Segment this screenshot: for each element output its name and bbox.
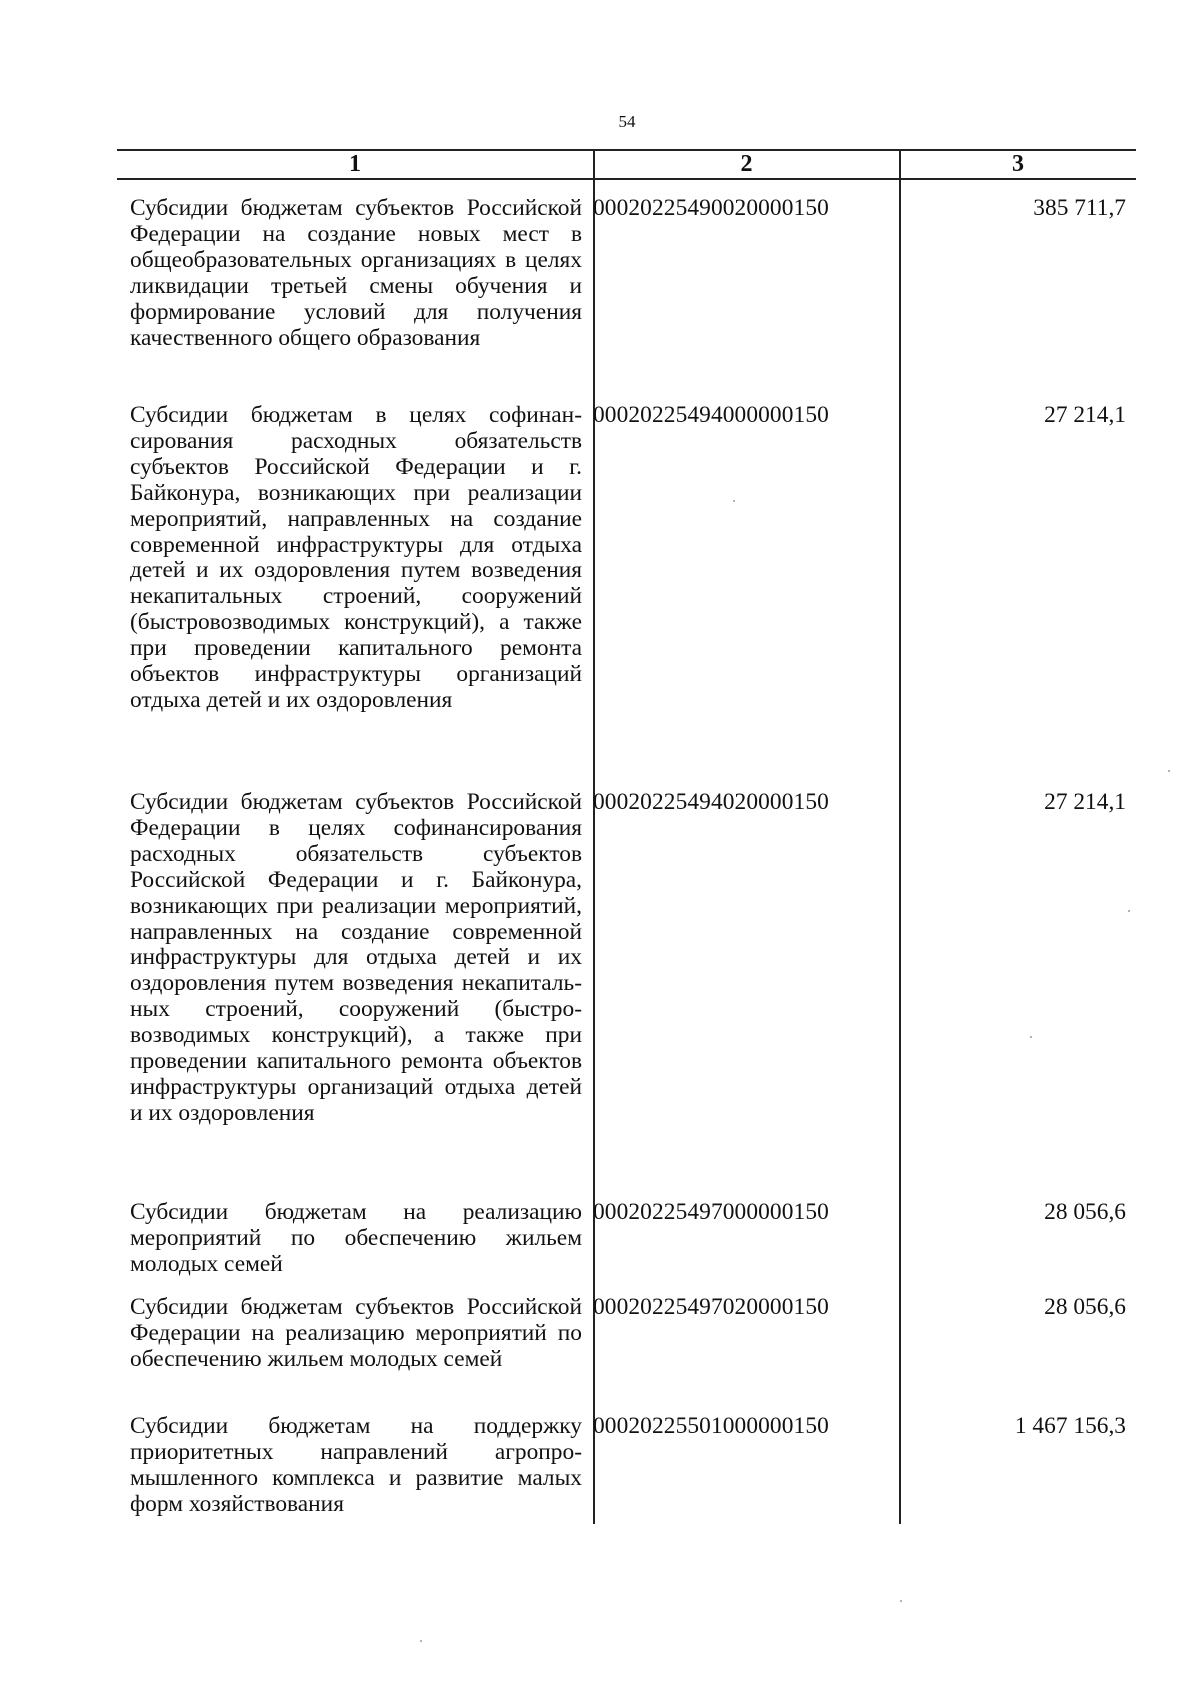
column-header-2: 2 (740, 151, 753, 177)
row-1-amount: 385 711,7 (1033, 195, 1126, 221)
row-6-description: Субсидии бюджетам на поддержку приоритетных направлений агропромышленного комплекса и развитие малых форм хозяйствования (130, 1413, 582, 1517)
row-4-amount: 28 056,6 (1044, 1199, 1126, 1225)
column-header-1: 1 (349, 151, 361, 177)
row-2-amount: 27 214,1 (1044, 402, 1126, 428)
row-6-code: 00020225501000000150 (593, 1413, 829, 1439)
row-3-code: 00020225494020000150 (593, 789, 829, 815)
scan-speck (733, 500, 735, 502)
row-4-code: 00020225497000000150 (593, 1199, 829, 1225)
row-5-code: 00020225497020000150 (593, 1294, 829, 1320)
row-5-description: Субсидии бюджетам субъектов Российской Федерации на реализацию мероприятий по обеспечению жильем молодых семей (130, 1294, 582, 1372)
row-5-amount: 28 056,6 (1044, 1294, 1126, 1320)
row-1-code: 00020225490020000150 (593, 195, 829, 221)
row-3-description: Субсидии бюджетам субъектов Российской Федерации в целях софинансирования расходных обязательств субъектов Российской Федерации и г. Байконура, возникающих при реализации мероприятий, направленных на создание современной инфраструктуры для отдыха детей и их оздоровления путем возведения некапитальных строений, сооружений (быстровозводимых конструкций), а также при проведении капитального ремонта объектов инфраструктуры организаций отдыха детей и их оздоровления (130, 789, 582, 1126)
scan-speck (1030, 1036, 1032, 1038)
page-number: 54 (618, 112, 636, 131)
scan-speck (900, 1600, 902, 1602)
row-3-amount: 27 214,1 (1044, 789, 1126, 815)
column-header-3: 3 (1012, 151, 1024, 177)
row-4-description: Субсидии бюджетам на реализацию мероприятий по обеспечению жильем молодых семей (130, 1199, 582, 1277)
scan-speck (1168, 770, 1170, 772)
row-6-amount: 1 467 156,3 (1014, 1413, 1126, 1439)
row-1-description: Субсидии бюджетам субъектов Российской Федерации на создание новых мест в общеобразовательных организациях в целях ликвидации третьей смены обучения и формирование условий для получения качественного общего образования (130, 195, 582, 351)
scan-speck (420, 1640, 422, 1642)
row-2-description: Субсидии бюджетам в целях софинансирования расходных обязательств субъектов Российской Федерации и г. Байконура, возникающих при реализации мероприятий, направленных на создание современной инфраструктуры для отдыха детей и их оздоровления путем возведения некапитальных строений, сооружений (быстровозводимых конструкций), а также при проведении капитального ремонта объектов инфраструктуры организаций отдыха детей и их оздоровления (130, 402, 582, 713)
row-2-code: 00020225494000000150 (593, 402, 829, 428)
column-divider-2 (899, 149, 901, 1524)
scan-speck (1128, 910, 1130, 912)
